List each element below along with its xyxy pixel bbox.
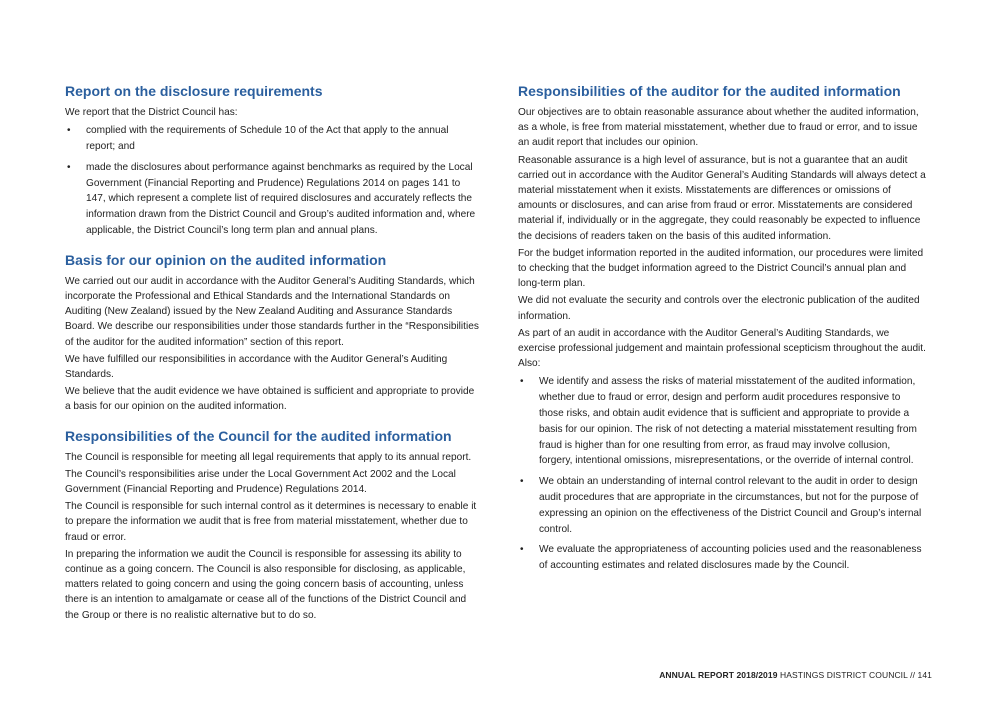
bullet-icon: • [520, 544, 524, 556]
paragraph: We carried out our audit in accordance with the Auditor General’s Auditing Standards, which incorporate the Professional and Ethical Standards and the International Standards on Auditing (New Zealand) issued by the New Zealand Auditing and Assurance Standards Board. We describe our responsibilities under those standards further in the “Responsibilities of the auditor for the audited information” section of this report. [65, 275, 479, 348]
list-item: • We obtain an understanding of internal control relevant to the audit in order to design audit procedures that are appropriate in the circumstances, but not for the purpose of expressing an opinion on the effectiveness of the District Council and Group’s internal control. [520, 476, 922, 535]
bullet-icon: • [67, 125, 71, 137]
bullet-list [518, 374, 926, 574]
heading-council-responsibilities: Responsibilities of the Council for the audited information [65, 427, 452, 444]
paragraph: The Council’s responsibilities arise under the Local Government Act 2002 and the Local Government (Financial Reporting and Prudence) Regulations 2014. [65, 468, 456, 496]
footer-council-page: HASTINGS DISTRICT COUNCIL // 141 [777, 670, 932, 680]
paragraph: We believe that the audit evidence we have obtained is sufficient and appropriate to provide a basis for our opinion on the audited information. [65, 386, 475, 413]
paragraph: We have fulfilled our responsibilities in accordance with the Auditor General’s Auditing Standards. [65, 353, 448, 380]
left-column [65, 82, 479, 625]
list-item: • complied with the requirements of Schedule 10 of the Act that apply to the annual report; and [67, 125, 449, 152]
bullet-icon: • [67, 161, 71, 173]
paragraph: For the budget information reported in the audited information, our procedures were limited to checking that the budget information agreed to the District Council’s annual plan and long-term plan. [518, 247, 924, 290]
paragraph: As part of an audit in accordance with the Auditor General’s Auditing Standards, we exercise professional judgement and maintain professional scepticism throughout the audit. Also: [518, 327, 926, 370]
paragraph: We report that the District Council has: [65, 107, 238, 118]
paragraph: We did not evaluate the security and controls over the electronic publication of the audited information. [518, 295, 920, 322]
list-item: • made the disclosures about performance against benchmarks as required by the Local Government (Financial Reporting and Prudence) Regulations 2014 on pages 141 to 147, which represent a complete list of required disclosures and accurately reflects the information drawn from the District Council and Group’s audited information and, where applicable, the District Council’s long term plan and annual plans. [67, 161, 476, 236]
paragraph: Our objectives are to obtain reasonable assurance about whether the audited information, as a whole, is free from material misstatement, whether due to fraud or error, and to issue an audit report that includes our opinion. [518, 107, 919, 149]
paragraph: Reasonable assurance is a high level of assurance, but is not a guarantee that an audit carried out in accordance with the Auditor General’s Auditing Standards will always detect a material misstatement when it exists. Misstatements are differences or omissions of amounts or disclosures, and can arise from fraud or error. Misstatements are considered material if, individually or in the aggregate, they could reasonably be expected to influence the decisions of readers taken on the basis of this audited information. [518, 154, 926, 242]
list-item: • We identify and assess the risks of material misstatement of the audited information, whether due to fraud or error, design and perform audit procedures responsive to those risks, and obtain audit evidence that is sufficient and appropriate to provide a basis for our opinion. The risk of not detecting a material misstatement resulting from fraud is higher than for one resulting from error, as fraud may involve collusion, forgery, intentional omissions, misrepresentations, or the override of internal control. [520, 376, 917, 467]
bullet-list [65, 123, 479, 239]
bullet-icon: • [520, 476, 524, 488]
heading-disclosure-requirements: Report on the disclosure requirements [65, 83, 323, 99]
footer-report-title: ANNUAL REPORT 2018/2019 [659, 670, 778, 680]
heading-basis-for-opinion: Basis for our opinion on the audited information [65, 251, 387, 268]
heading-auditor-responsibilities: Responsibilities of the auditor for the audited information [518, 83, 901, 99]
paragraph: In preparing the information we audit the Council is responsible for assessing its ability to continue as a going concern. The Council is also responsible for disclosing, as applicable, matters related to going concern and using the going concern basis of accounting, unless there is an intention to amalgamate or cease all of the functions of the District Council and the Group or there is no realistic alternative but to do so. [65, 548, 467, 621]
bullet-icon: • [520, 376, 524, 388]
paragraph: The Council is responsible for meeting all legal requirements that apply to its annual report. [65, 451, 472, 463]
right-column [518, 82, 926, 579]
page-footer [620, 670, 932, 680]
paragraph: The Council is responsible for such internal control as it determines is necessary to enable it to prepare the information we audit that is free from material misstatement, whether due to fraud or error. [65, 501, 477, 543]
list-item: • We evaluate the appropriateness of accounting policies used and the reasonableness of accounting estimates and related disclosures made by the Council. [520, 544, 922, 572]
